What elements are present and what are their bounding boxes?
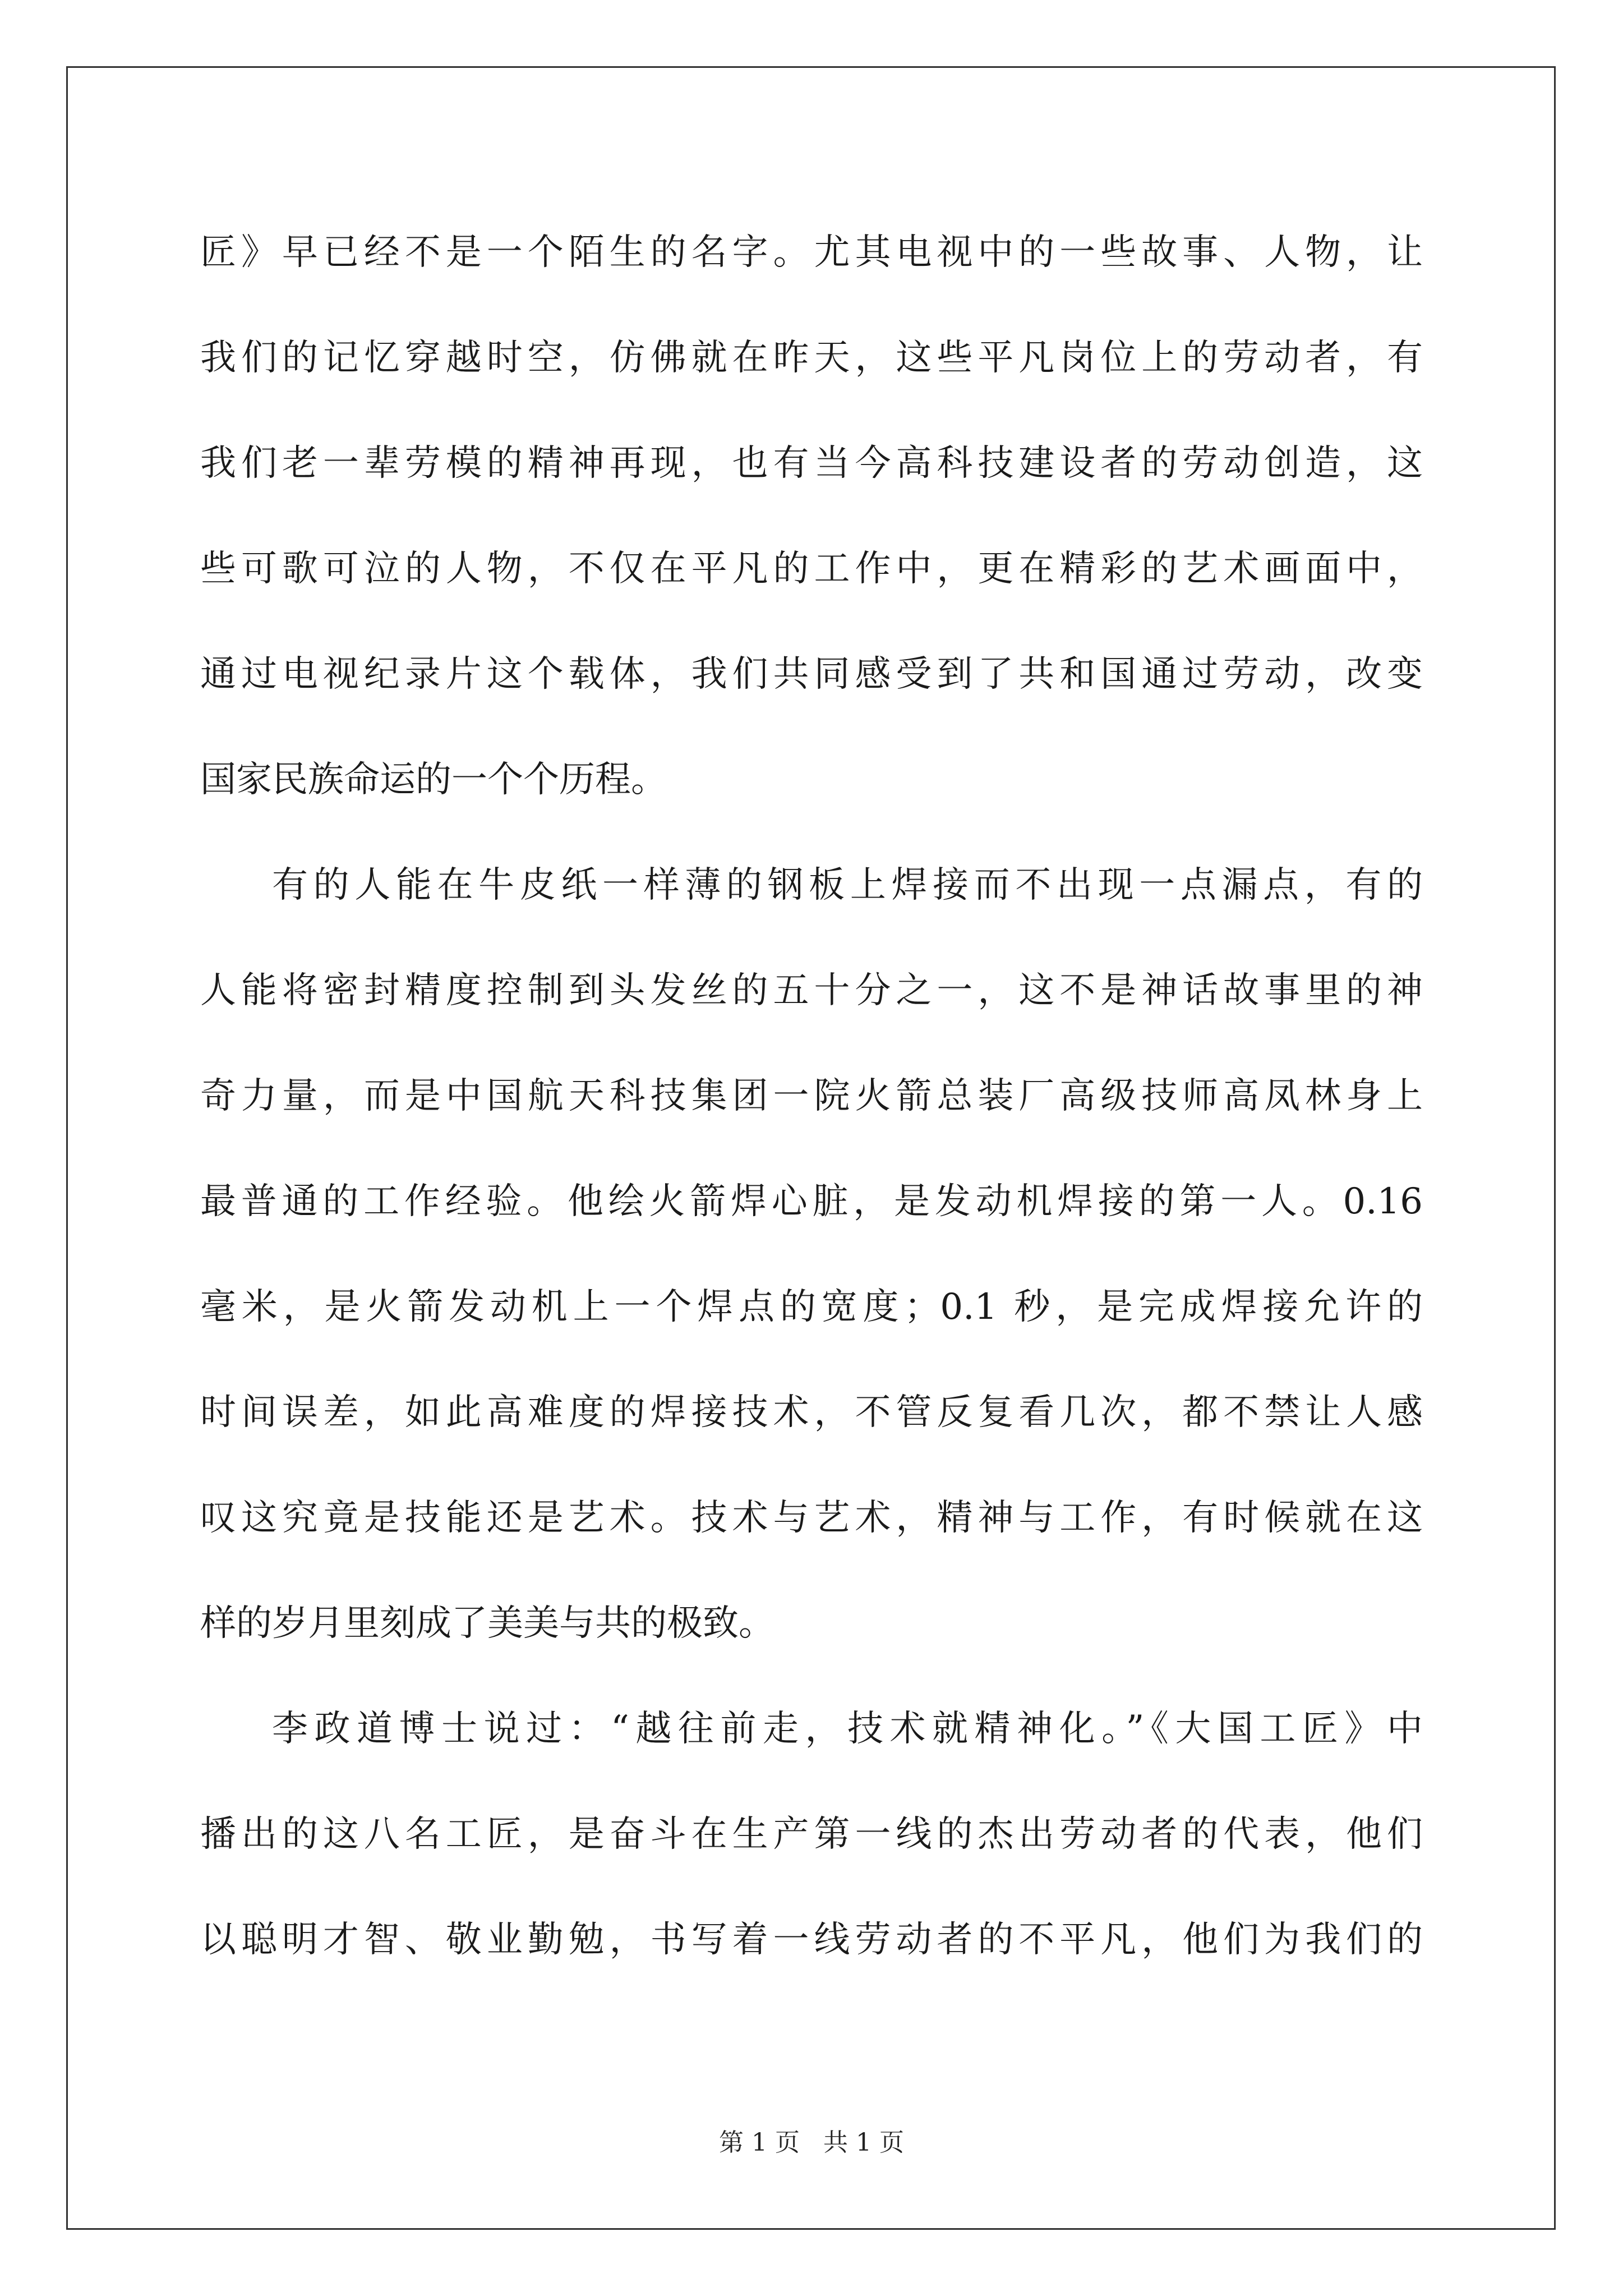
document-body — [200, 216, 1423, 2009]
text-line: 毫米，是火箭发动机上一个焊点的宽度；0.1 秒，是完成焊接允许的 — [200, 1286, 1423, 1328]
text-line: 有的人能在牛皮纸一样薄的钢板上焊接而不出现一点漏点，有的 — [272, 864, 1423, 906]
text-line: 奇力量，而是中国航天科技集团一院火箭总装厂高级技师高凤林身上 — [200, 1075, 1423, 1117]
text-line: 我们老一辈劳模的精神再现，也有当今高科技建设者的劳动创造，这 — [200, 443, 1423, 484]
text-line: 李政道博士说过：“越往前走，技术就精神化。”《大国工匠》中 — [272, 1708, 1423, 1750]
page-total: 共 1 页 — [823, 2128, 904, 2157]
text-line: 匠》早已经不是一个陌生的名字。尤其电视中的一些故事、人物，让 — [200, 232, 1423, 273]
text-line: 样的岁月里刻成了美美与共的极致。 — [200, 1603, 774, 1644]
text-line: 我们的记忆穿越时空，仿佛就在昨天，这些平凡岗位上的劳动者，有 — [200, 337, 1423, 379]
paragraph — [200, 216, 1423, 849]
text-line: 人能将密封精度控制到头发丝的五十分之一，这不是神话故事里的神 — [200, 970, 1423, 1011]
page-number: 第 1 页 — [719, 2128, 800, 2157]
text-line: 通过电视纪录片这个载体，我们共同感受到了共和国通过劳动，改变 — [200, 654, 1423, 695]
text-line: 时间误差，如此高难度的焊接技术，不管反复看几次，都不禁让人感 — [200, 1392, 1423, 1433]
text-line: 以聪明才智、敬业勤勉，书写着一线劳动者的不平凡，他们为我们的 — [200, 1919, 1423, 1961]
text-line: 最普通的工作经验。他绘火箭焊心脏，是发动机焊接的第一人。0.16 — [200, 1181, 1423, 1222]
text-line: 播出的这八名工匠，是奋斗在生产第一线的杰出劳动者的代表，他们 — [200, 1814, 1423, 1855]
paragraph — [200, 849, 1423, 1692]
text-line: 叹这究竟是技能还是艺术。技术与艺术，精神与工作，有时候就在这 — [200, 1497, 1423, 1539]
paragraph — [200, 1692, 1423, 2009]
text-line: 些可歌可泣的人物，不仅在平凡的工作中，更在精彩的艺术画面中， — [200, 548, 1423, 590]
text-line: 国家民族命运的一个个历程。 — [200, 759, 667, 800]
page-footer — [0, 2126, 1623, 2160]
